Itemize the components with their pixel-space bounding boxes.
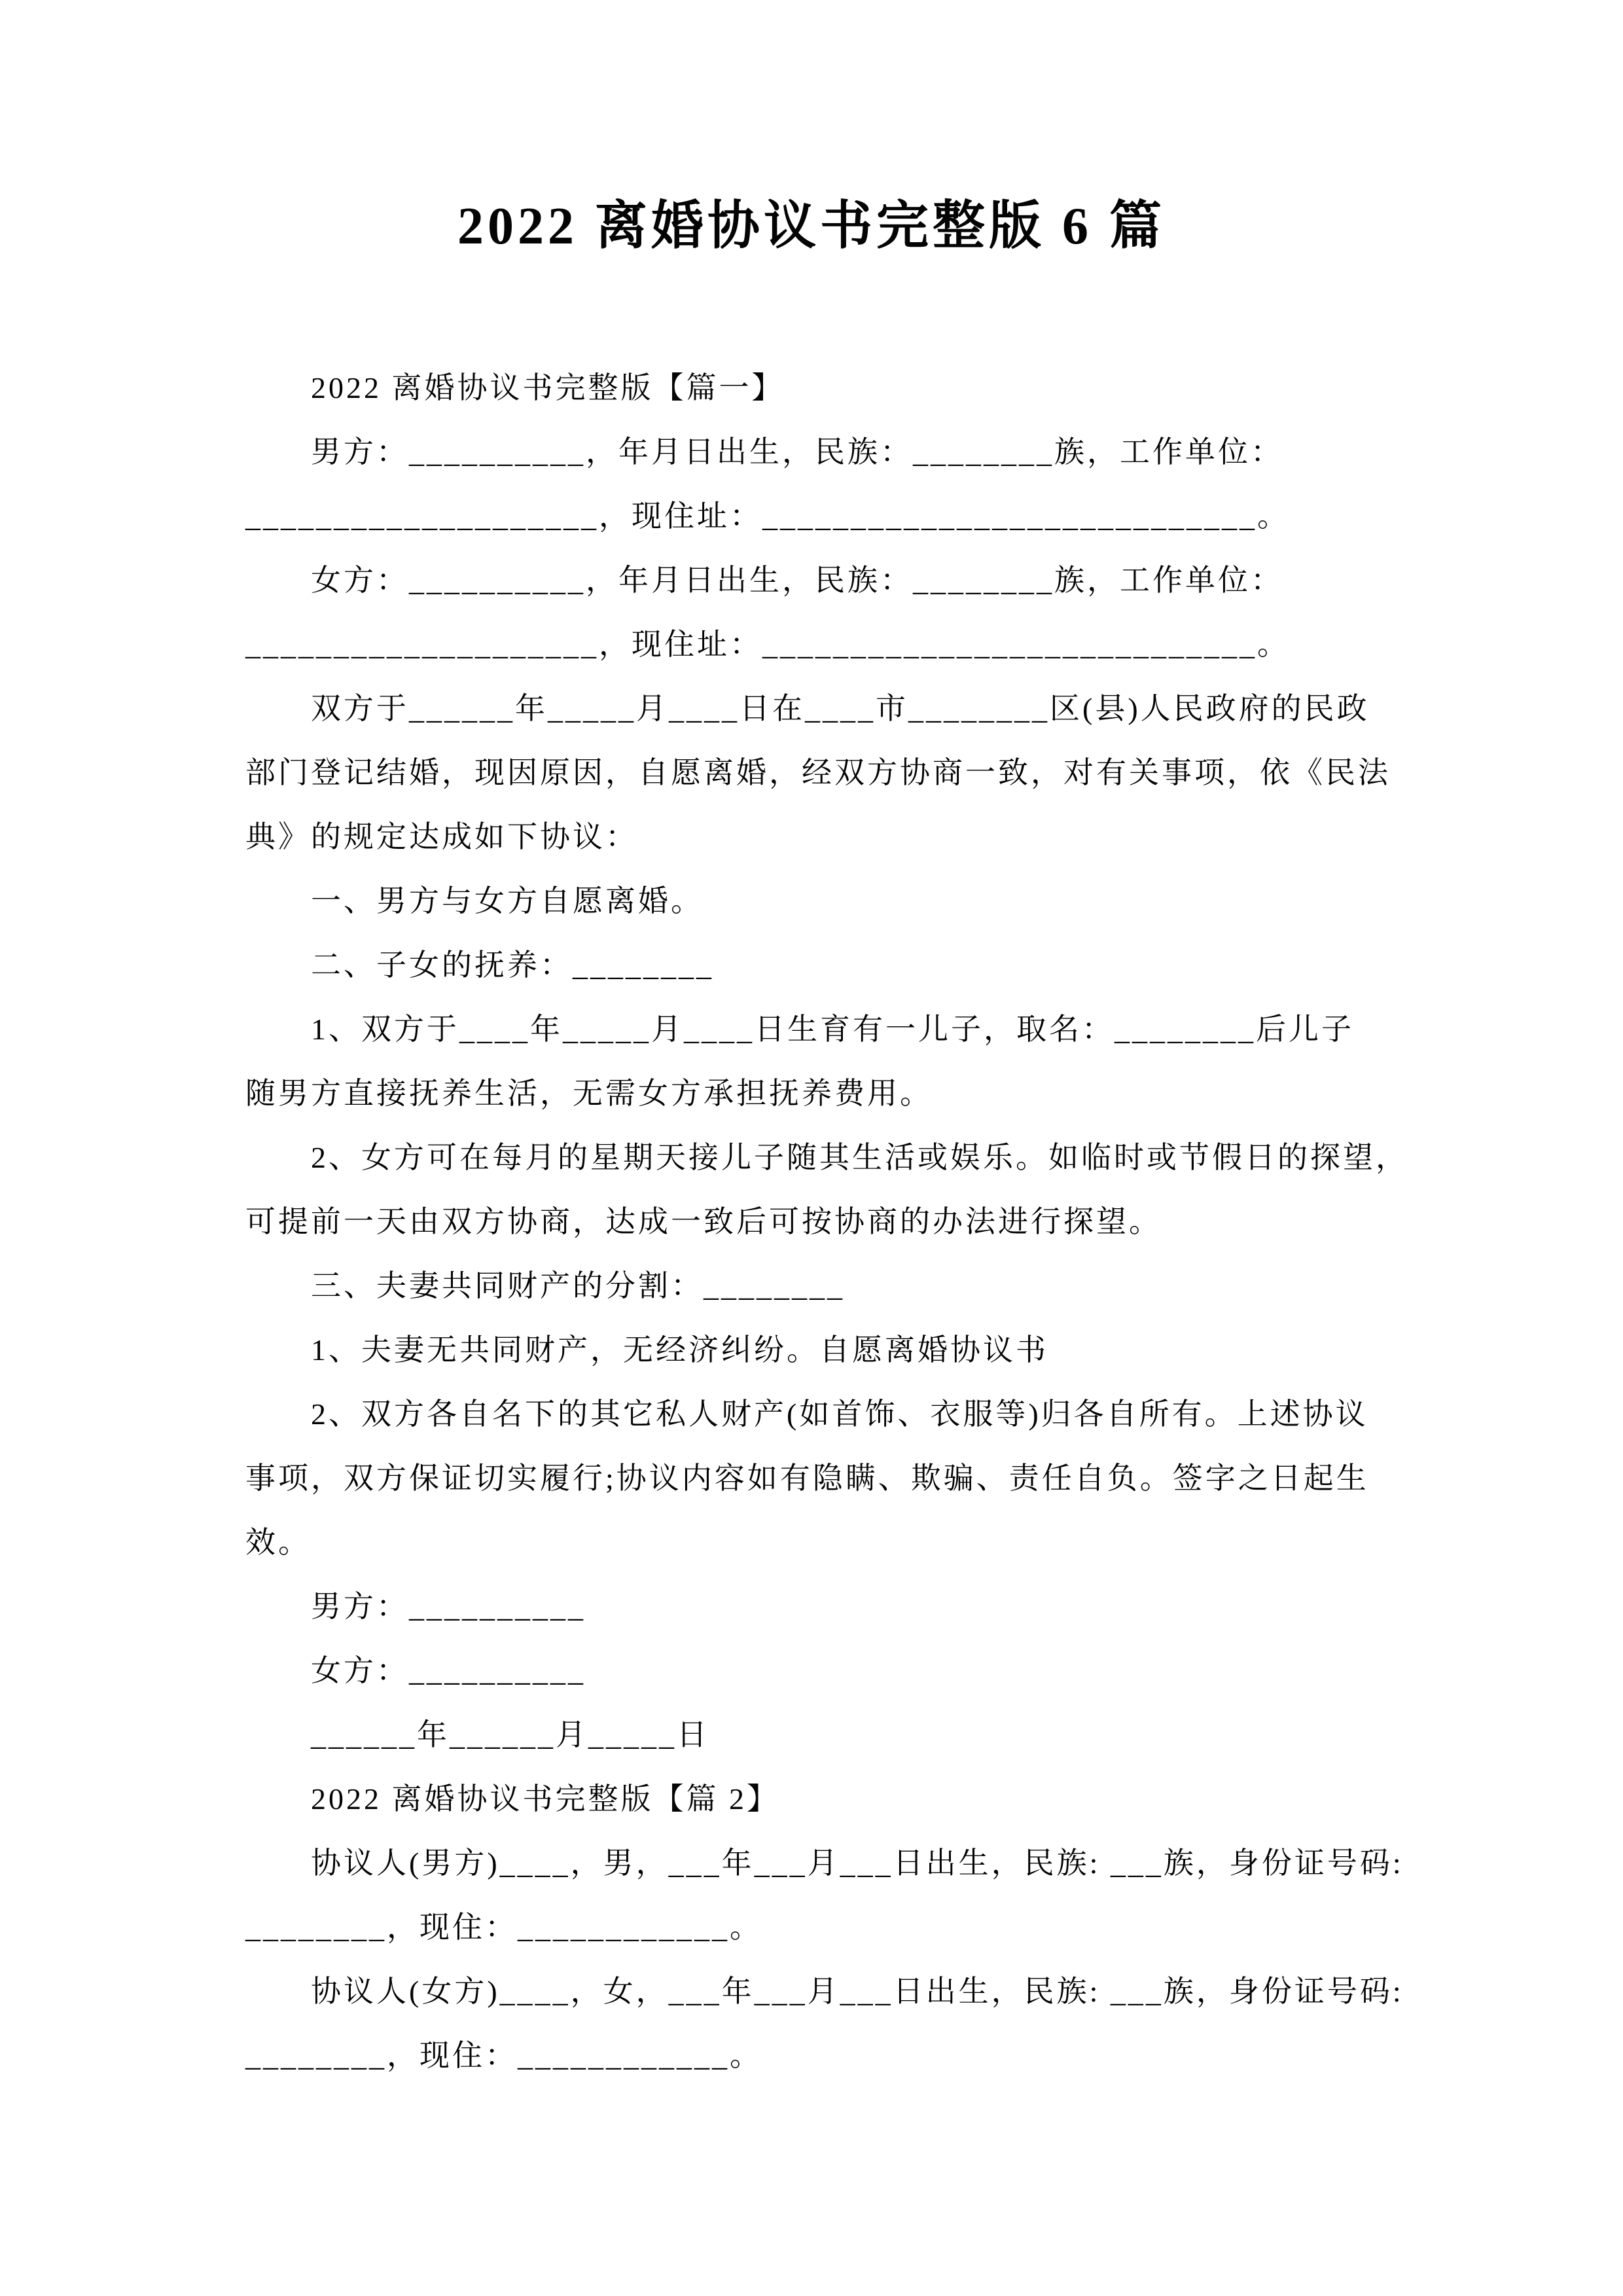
- signature-male-line: 男方：__________: [311, 1590, 586, 1623]
- civil-code-agreement-line: 典》的规定达成如下协议：: [245, 820, 638, 853]
- female-party-info-continuation: ____________________，现住址：____________________________。: [245, 628, 1290, 661]
- clause-two-item1-continuation: 随男方直接抚养生活，无需女方承担抚养费用。: [245, 1077, 933, 1110]
- clause-two-item2-line: 2、女方可在每月的星期天接儿子随其生活或娱乐。如临时或节假日的探望，: [311, 1141, 1408, 1174]
- section1-heading: 2022 离婚协议书完整版【篇一】: [311, 371, 785, 404]
- male-party-info-line: 男方：__________，年月日出生，民族：________族，工作单位：: [311, 435, 1283, 469]
- clause-two-item1-line: 1、双方于____年_____月____日生育有一儿子，取名：________后儿子: [311, 1013, 1354, 1046]
- effective-line: 效。: [245, 1526, 311, 1559]
- clause-three-item2-continuation: 事项，双方保证切实履行;协议内容如有隐瞒、欺骗、责任自负。签字之日起生: [245, 1462, 1369, 1495]
- clause-one-line: 一、男方与女方自愿离婚。: [311, 884, 704, 918]
- signature-female-line: 女方：__________: [311, 1654, 586, 1687]
- female-party-info-line: 女方：__________，年月日出生，民族：________族，工作单位：: [311, 564, 1283, 597]
- marriage-registration-continuation: 部门登记结婚，现因原因，自愿离婚，经双方协商一致，对有关事项，依《民法: [245, 756, 1391, 789]
- male-party-info-continuation: ____________________，现住址：____________________________。: [245, 499, 1290, 533]
- signature-date-line: ______年______月_____日: [311, 1718, 709, 1751]
- male-agreement-party-continuation: ________，现住：____________。: [245, 1910, 762, 1944]
- clause-three-item2-line: 2、双方各自名下的其它私人财产(如首饰、衣服等)归各自所有。上述协议: [311, 1397, 1368, 1431]
- clause-three-item1-line: 1、夫妻无共同财产，无经济纠纷。自愿离婚协议书: [311, 1333, 1048, 1367]
- document-body: [245, 356, 1408, 2088]
- female-agreement-party-continuation: ________，现住：____________。: [245, 2039, 762, 2072]
- section2-heading: 2022 离婚协议书完整版【篇 2】: [311, 1782, 779, 1816]
- clause-three-line: 三、夫妻共同财产的分割：________: [311, 1269, 845, 1302]
- document-title: 2022 离婚协议书完整版 6 篇: [457, 198, 1166, 255]
- clause-two-line: 二、子女的抚养：________: [311, 948, 714, 982]
- female-agreement-party-line: 协议人(女方)____，女，___年___月___日出生，民族: ___族，身份证号码:: [311, 1975, 1404, 2008]
- male-agreement-party-line: 协议人(男方)____，男，___年___月___日出生，民族: ___族，身份证号码:: [311, 1846, 1404, 1880]
- marriage-registration-line: 双方于______年_____月____日在____市________区(县)人民政府的民政: [311, 692, 1370, 725]
- clause-two-item2-continuation: 可提前一天由双方协商，达成一致后可按协商的办法进行探望。: [245, 1205, 1162, 1238]
